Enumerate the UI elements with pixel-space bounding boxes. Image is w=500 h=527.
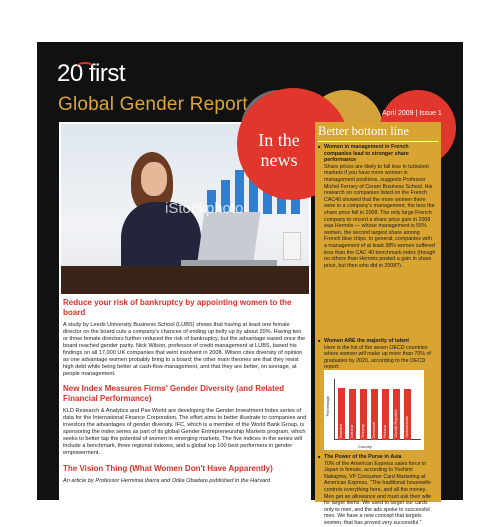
- photo-laptop: [198, 212, 261, 260]
- article-title: The Vision Thing (What Women Don't Have Apparently): [63, 464, 273, 473]
- sidebar-item-majority-talent: [318, 338, 436, 371]
- sidebar-item-head: ■ The Power of the Purse in Asia: [318, 454, 436, 461]
- photo-watermark: iStockphoto: [165, 200, 244, 217]
- sidebar-divider: [318, 141, 438, 142]
- article-title: Reduce your risk of bankruptcy by appointing women to the board: [63, 298, 292, 317]
- chart-bar-label: Finland: [382, 424, 387, 438]
- article-bankruptcy: [63, 298, 307, 378]
- sidebar-title: Better bottom line: [318, 124, 409, 138]
- chart-bar-label: Slovak Republic: [393, 409, 398, 438]
- logo-swoosh-icon: [76, 62, 94, 73]
- sidebar-better-bottom-line: [315, 122, 441, 526]
- article-gender-index: [63, 384, 307, 457]
- photo-desk: [61, 266, 309, 294]
- sidebar-item-body: Share prices are likely to fall less in turbulent markets if you have more women in management positions, suggests Professor Michel Ferrary of Ceram Business School. His research on companies listed on the French CAC40 showed that the more women there were in a company's management, the less the share price fell in 2008. The only large French company to record a share price gain in 2008 was Hermès — whose management is 55% women, the second largest share among French blue chips. In general, companies with a management of at least 38% women suffered less than the CAC 40 benchmark index (though no others than Hermès posted a gain in share price, but then who did in 2008?).: [324, 163, 436, 269]
- sidebar-item-head: ■ Women in management in French companies lead to stronger share performance: [318, 144, 436, 164]
- chart-bar-label: Netherlands: [404, 416, 409, 438]
- logo-text: 20 first: [57, 60, 126, 87]
- chart-bar-label: Norway: [360, 424, 365, 438]
- article-body: KLD Research & Analytics and Pax World are developing the Gender Investment Index series of data for the International Finance Corporation. The effort aims to better illustrate to companies and investors the advantages of gender diversity. IFC, which is a member of the World Bank Group, is sponsoring the index series as part of its global Gender Entrepreneurship Markets program, which seeks to better tap the potential of women in emerging markets. The five indices in the series will include a benchmark, three regional indexes, and a global top 100 best performers in gender empowerment.: [63, 408, 307, 456]
- hero-photo: [61, 124, 309, 294]
- sidebar-item-french-companies: [318, 144, 436, 269]
- sidebar-item-power-purse: [318, 454, 436, 527]
- sidebar-item-body: 70% of the American Express sales force in Japan is female, according to Yoshimi Nakajima, VP Consumer Card Marketing at American Express. "The traditional housewife controls everything here, and all the money. Men get an allowance and must ask their wife for larger items. We used to target our cards only to men, and the ads spoke to successful men. We have a new concept that targets women, that has proved very successful.": [324, 460, 432, 526]
- main-column: [59, 122, 311, 502]
- article-title: New Index Measures Firms' Gender Diversity (and Related Financial Performance): [63, 384, 285, 403]
- report-title: Global Gender Report: [58, 94, 248, 115]
- article-body: A study by Leeds University Business School (LUBS) shows that having at least one female director on the board cuts a company's chances of ending up belly up by about 20%. Having two or three female directors further reduced the risk of bankruptcy, but the advantage eased once the board reached gender parity. Nick Wilson, professor of credit management at LUBS, based his findings on all 17,000 UK companies that went insolvent in 2008. Wilson cites diversity of opinion as one advantage women probably bring to a board; the other main theories are that they resist high debt while being better at cash-flow management, and that they are better, on average, at people management.: [63, 322, 306, 377]
- photo-woman-face: [141, 162, 167, 196]
- report-page: [37, 42, 463, 526]
- brand-logo: [57, 60, 125, 88]
- issue-line: April 2009 | Issue 1: [382, 110, 442, 117]
- chart-bar-label: Sweden: [338, 423, 343, 438]
- chart-y-label: Percentage: [325, 396, 330, 417]
- article-body: An article by Professor Herminia Ibarra and Otilia Obadaru published in the Harvard: [63, 478, 271, 484]
- chart-bar-label: Denmark: [371, 421, 376, 438]
- sidebar-item-body: Here is the list of the seven OECD countries where women will make up more than 70% of graduates by 2020, according to the OECD report:: [324, 344, 431, 371]
- chart-bar-label: Iceland: [349, 425, 354, 438]
- article-vision-thing: [63, 464, 307, 485]
- photo-cup: [283, 232, 301, 260]
- chart-x-label: Country: [358, 444, 373, 449]
- sidebar-item-head: ■ Women ARE the majority of talent: [318, 338, 436, 345]
- graduates-bar-chart: [324, 370, 424, 450]
- in-the-news-text: In the news: [258, 130, 300, 170]
